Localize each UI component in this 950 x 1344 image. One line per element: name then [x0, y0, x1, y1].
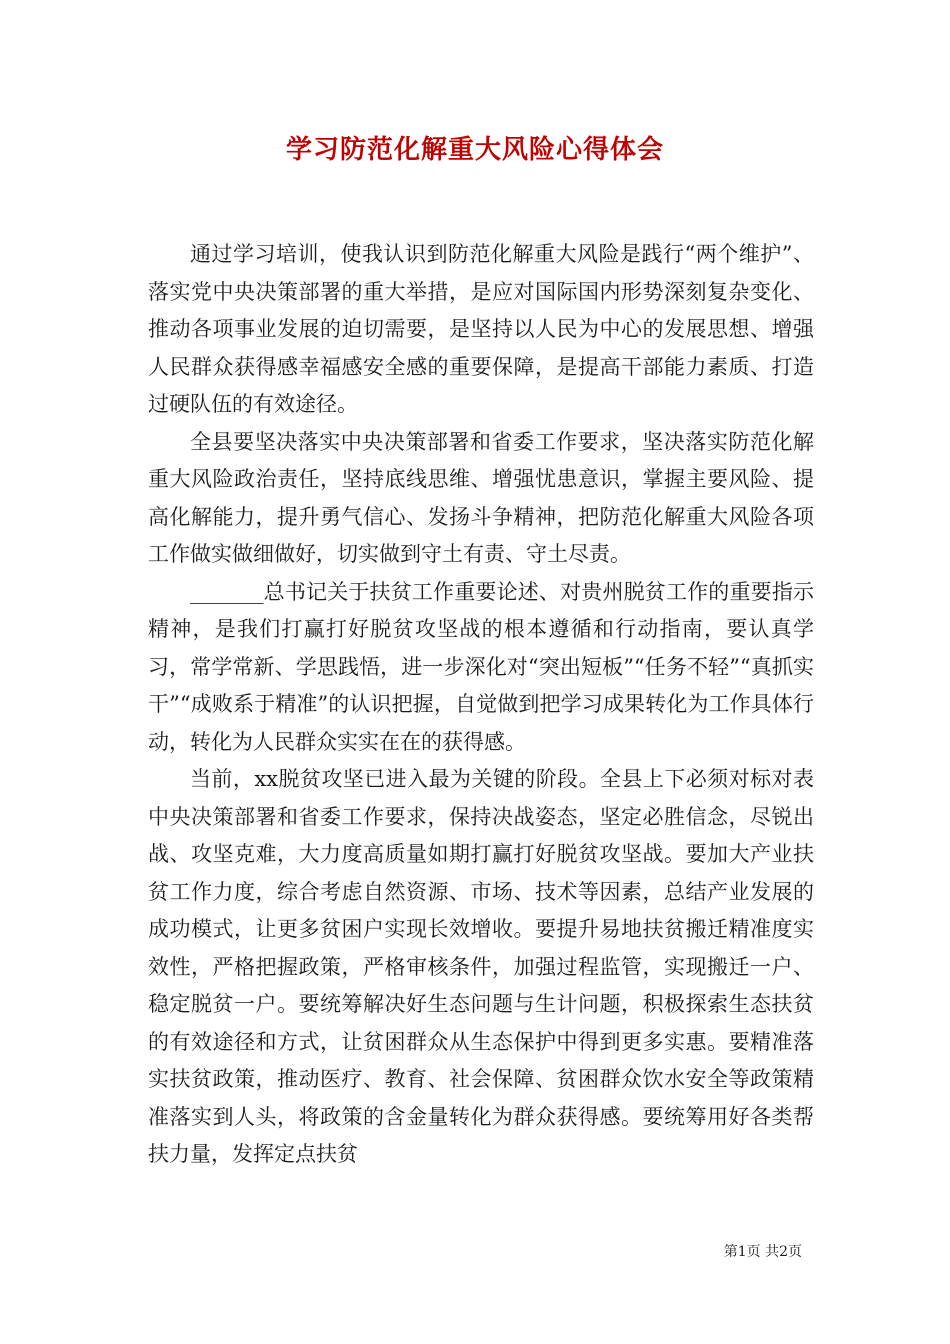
paragraph-4: 当前，xx脱贫攻坚已进入最为关键的阶段。全县上下必须对标对表中央决策部署和省委工作要求，保持决战姿态，坚定必胜信念，尽锐出战、攻坚克难，大力度高质量如期打赢打好脱贫攻坚战。要加大产业扶贫工作力度，综合考虑自然资源、市场、技术等因素，总结产业发展的成功模式，让更多贫困户实现长效增收。要提升易地扶贫搬迁精准度实效性，严格把握政策，严格审核条件，加强过程监管，实现搬迁一户、稳定脱贫一户。要统筹解决好生态问题与生计问题，积极探索生态扶贫的有效途径和方式，让贫困群众从生态保护中得到更多实惠。要精准落实扶贫政策，推动医疗、教育、社会保障、贫困群众饮水安全等政策精准落实到人头，将政策的含金量转化为群众获得感。要统筹用好各类帮扶力量，发挥定点扶贫 — [148, 767, 814, 1166]
paragraph-2: 全县要坚决落实中央决策部署和省委工作要求，坚决落实防范化解重大风险政治责任，坚持底线思维、增强忧患意识，掌握主要风险、提高化解能力，提升勇气信心、发扬斗争精神，把防范化解重大风险各项工作做实做细做好，切实做到守土有责、守土尽责。 — [148, 429, 814, 566]
page-number: 第1页 共2页 — [723, 1244, 802, 1260]
paragraph-3: _______总书记关于扶贫工作重要论述、对贵州脱贫工作的重要指示精神，是我们打赢打好脱贫攻坚战的根本遵循和行动指南，要认真学习，常学常新、学思践悟，进一步深化对“突出短板”“任务不轻”“真抓实干”“成败系于精准”的认识把握，自觉做到把学习成果转化为工作具体行动，转化为人民群众实实在在的获得感。 — [148, 579, 814, 754]
document-body — [148, 236, 814, 1174]
document-title: 学习防范化解重大风险心得体会 — [285, 135, 664, 165]
paragraph-1: 通过学习培训，使我认识到防范化解重大风险是践行“两个维护”、落实党中央决策部署的重大举措，是应对国际国内形势深刻复杂变化、推动各项事业发展的迫切需要，是坚持以人民为中心的发展思想、增强人民群众获得感幸福感安全感的重要保障，是提高干部能力素质、打造过硬队伍的有效途径。 — [148, 242, 814, 416]
